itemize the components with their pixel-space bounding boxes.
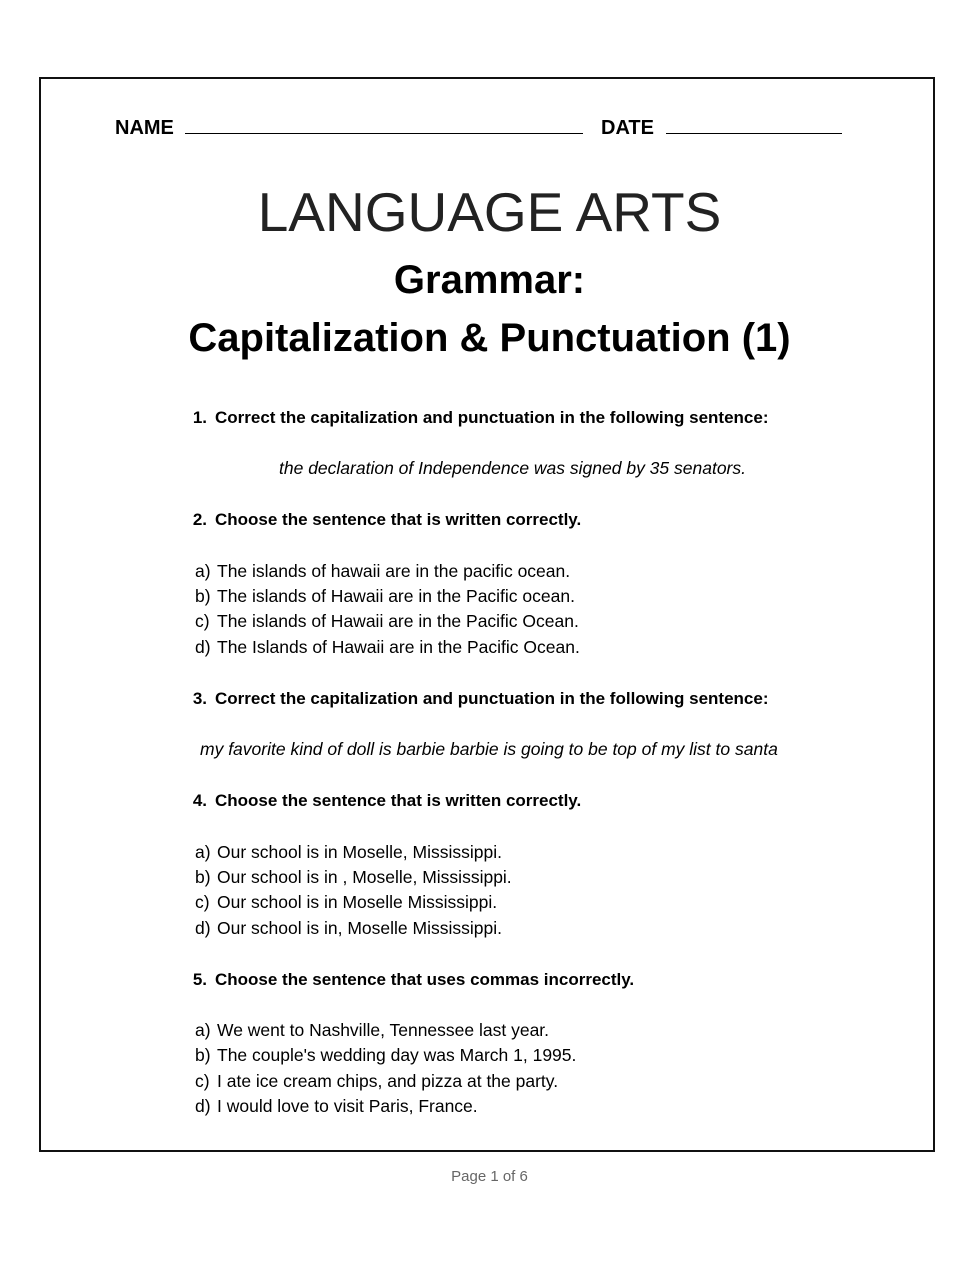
option-4a[interactable]: a) Our school is in Moselle, Mississippi. <box>195 842 502 862</box>
option-4b[interactable]: b) Our school is in , Moselle, Mississippi. <box>195 867 512 887</box>
question-5 <box>179 970 634 990</box>
question-number: 4. <box>192 791 207 810</box>
option-5b[interactable]: b) The couple's wedding day was March 1, 1995. <box>195 1045 577 1065</box>
question-number: 5. <box>192 970 207 989</box>
question-3 <box>179 689 768 709</box>
question-number: 2. <box>192 510 207 529</box>
date-label: DATE <box>601 117 654 139</box>
question-3-sentence: my favorite kind of doll is barbie barbie is going to be top of my list to santa <box>200 739 778 759</box>
option-2b[interactable]: b) The islands of Hawaii are in the Pacific ocean. <box>195 586 575 606</box>
option-4d[interactable]: d) Our school is in, Moselle Mississippi. <box>195 918 502 938</box>
subtitle-topic: Capitalization & Punctuation (1) <box>188 316 791 360</box>
option-2a[interactable]: a) The islands of hawaii are in the pacific ocean. <box>195 561 571 581</box>
question-4 <box>179 791 581 811</box>
page-number: Page 1 of 6 <box>451 1168 528 1185</box>
date-blank-line[interactable] <box>666 119 842 134</box>
question-prompt: Correct the capitalization and punctuation in the following sentence: <box>215 689 769 708</box>
question-1 <box>179 408 768 428</box>
option-2c[interactable]: c) The islands of Hawaii are in the Pacific Ocean. <box>195 611 579 631</box>
question-prompt: Choose the sentence that is written correctly. <box>215 510 582 529</box>
name-blank-line[interactable] <box>185 119 583 134</box>
option-4c[interactable]: c) Our school is in Moselle Mississippi. <box>195 892 498 912</box>
page-title: LANGUAGE ARTS <box>257 181 722 243</box>
question-2 <box>179 510 581 530</box>
question-number: 1. <box>192 408 207 427</box>
name-label: NAME <box>115 117 174 139</box>
question-prompt: Choose the sentence that is written correctly. <box>215 791 582 810</box>
question-number: 3. <box>192 689 207 708</box>
question-1-sentence: the declaration of Independence was signed by 35 senators. <box>279 458 746 478</box>
subtitle-grammar: Grammar: <box>393 258 586 302</box>
option-2d[interactable]: d) The Islands of Hawaii are in the Pacific Ocean. <box>195 637 580 657</box>
question-prompt: Correct the capitalization and punctuation in the following sentence: <box>215 408 769 427</box>
option-5a[interactable]: a) We went to Nashville, Tennessee last year. <box>195 1020 550 1040</box>
name-date-row <box>115 117 842 140</box>
option-5c[interactable]: c) I ate ice cream chips, and pizza at the party. <box>195 1071 559 1091</box>
option-5d[interactable]: d) I would love to visit Paris, France. <box>195 1096 478 1116</box>
question-prompt: Choose the sentence that uses commas incorrectly. <box>215 970 635 989</box>
